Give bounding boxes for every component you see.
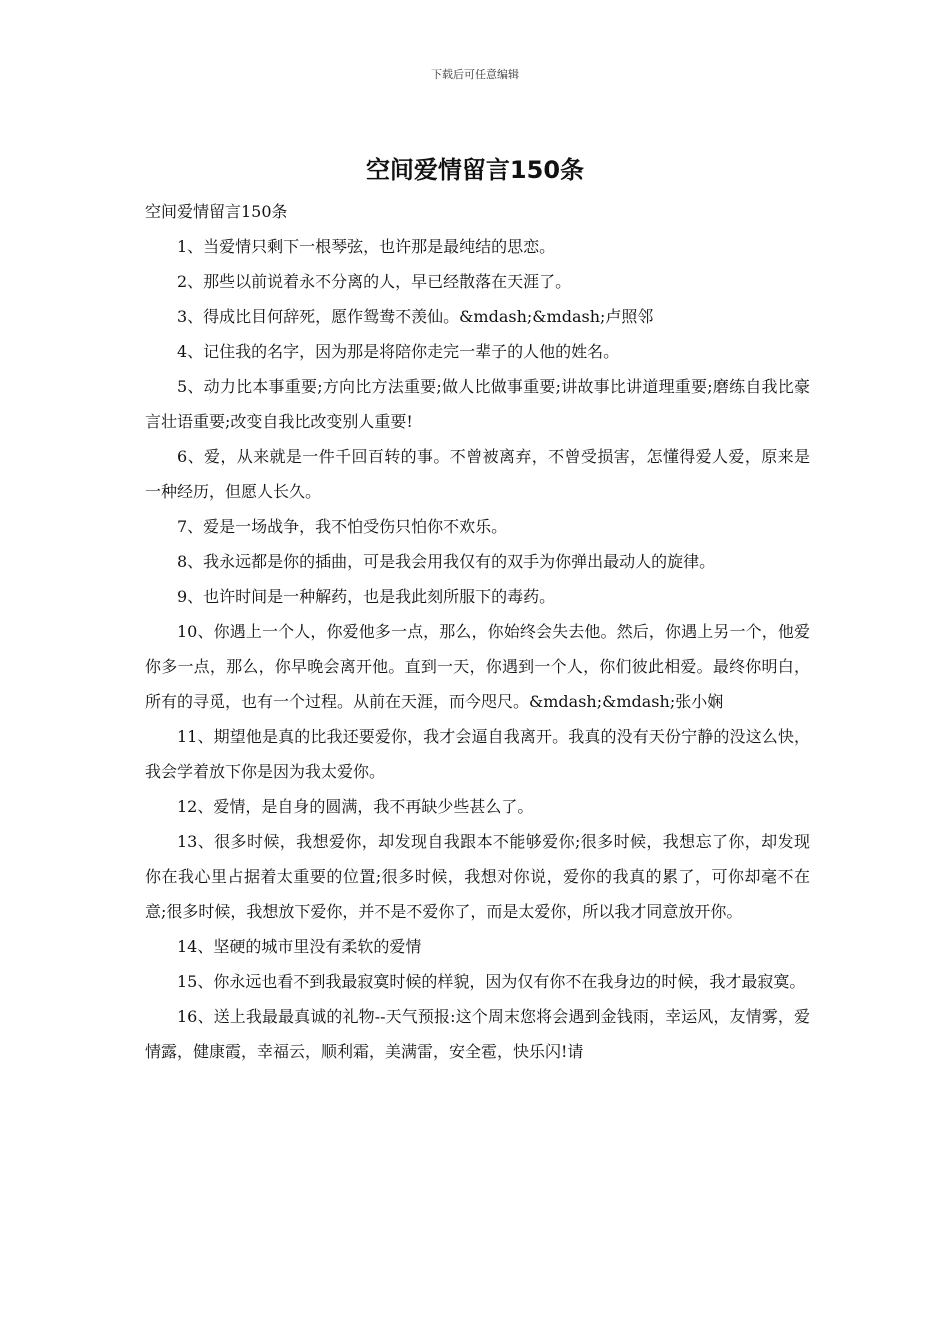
message-item: 2、那些以前说着永不分离的人，早已经散落在天涯了。 bbox=[177, 272, 572, 291]
header-note: 下载后可任意编辑 bbox=[431, 68, 519, 81]
message-item: 5、动力比本事重要;方向比方法重要;做人比做事重要;讲故事比讲道理重要;磨练自我比豪言壮语重要;改变自我比改变别人重要! bbox=[145, 377, 810, 431]
message-item: 13、很多时候，我想爱你，却发现自我跟本不能够爱你;很多时候，我想忘了你，却发现你在我心里占据着太重要的位置;很多时候，我想对你说，爱你的我真的累了，可你却毫不在意;很多时候，我想放下爱你，并不是不爱你了，而是太爱你，所以我才同意放开你。 bbox=[145, 832, 810, 921]
message-item: 3、得成比目何辞死，愿作鸳鸯不羡仙。&mdash;&mdash;卢照邻 bbox=[177, 307, 654, 326]
message-item: 8、我永远都是你的插曲，可是我会用我仅有的双手为你弹出最动人的旋律。 bbox=[177, 552, 716, 571]
message-item: 14、坚硬的城市里没有柔软的爱情 bbox=[177, 937, 422, 956]
message-item: 10、你遇上一个人，你爱他多一点，那么，你始终会失去他。然后，你遇上另一个，他爱你多一点，那么，你早晚会离开他。直到一天，你遇到一个人，你们彼此相爱。最终你明白，所有的寻觅，也有一个过程。从前在天涯，而今咫尺。&mdash;&mdash;张小娴 bbox=[145, 622, 810, 711]
page-title: 空间爱情留言150条 bbox=[365, 156, 585, 184]
message-item: 7、爱是一场战争，我不怕受伤只怕你不欢乐。 bbox=[177, 517, 508, 536]
message-item: 9、也许时间是一种解药，也是我此刻所服下的毒药。 bbox=[177, 587, 556, 606]
message-item: 12、爱情，是自身的圆满，我不再缺少些甚么了。 bbox=[177, 797, 534, 816]
message-item: 15、你永远也看不到我最寂寞时候的样貌，因为仅有你不在我身边的时候，我才最寂寞。 bbox=[177, 972, 806, 991]
document-subtitle: 空间爱情留言150条 bbox=[145, 202, 288, 221]
message-item: 1、当爱情只剩下一根琴弦，也许那是最纯结的思恋。 bbox=[177, 237, 556, 256]
message-item: 4、记住我的名字，因为那是将陪你走完一辈子的人他的姓名。 bbox=[177, 342, 620, 361]
document-body bbox=[145, 194, 810, 1069]
message-item: 6、爱，从来就是一件千回百转的事。不曾被离弃，不曾受损害，怎懂得爱人爱，原来是一种经历，但愿人长久。 bbox=[145, 447, 810, 501]
message-item: 16、送上我最最真诚的礼物--天气预报:这个周末您将会遇到金钱雨，幸运风，友情雾，爱情露，健康霞，幸福云，顺利霜，美满雷，安全雹，快乐闪!请 bbox=[145, 1007, 810, 1061]
message-item: 11、期望他是真的比我还要爱你，我才会逼自我离开。我真的没有天份宁静的没这么快，我会学着放下你是因为我太爱你。 bbox=[145, 727, 810, 781]
